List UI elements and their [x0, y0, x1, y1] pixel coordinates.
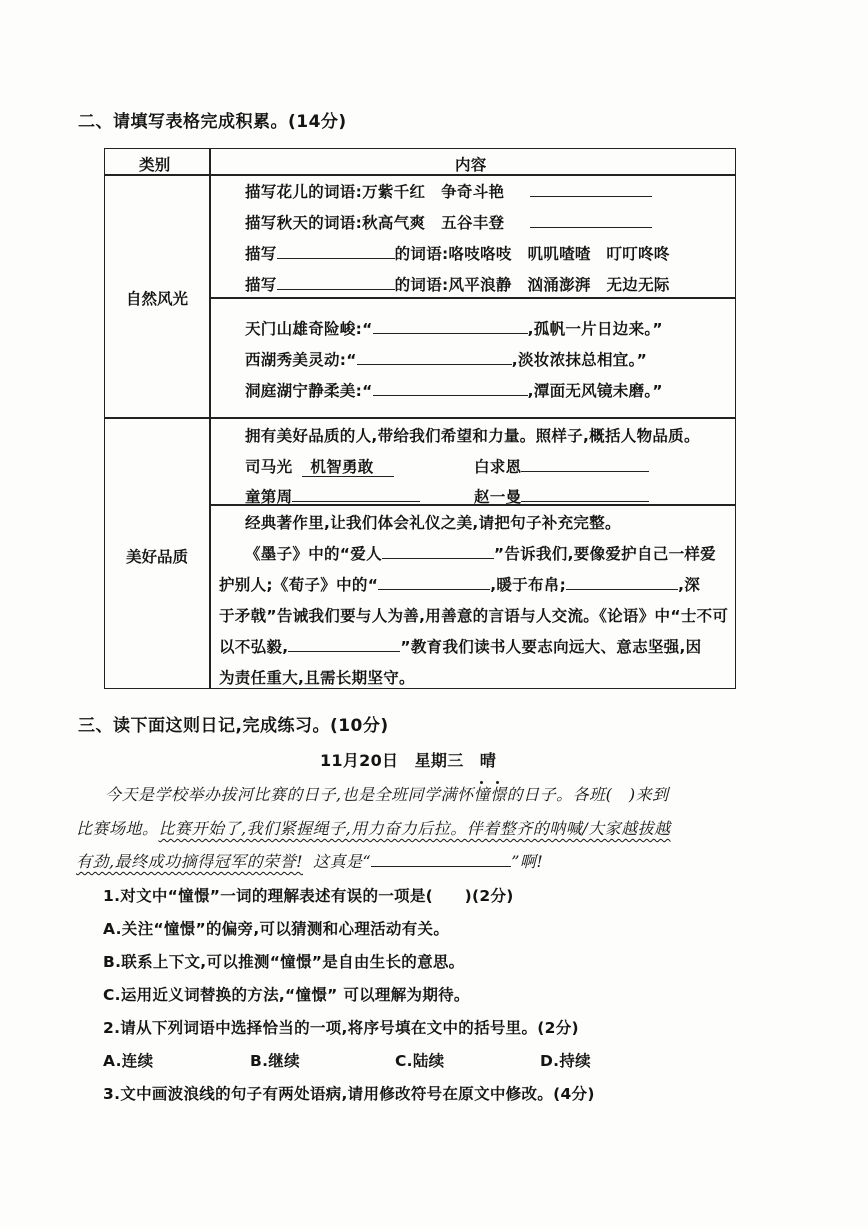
mozi-prefix: 《墨子》中的“爱人 [245, 545, 382, 563]
autumn-words-line [245, 211, 652, 233]
question-2-option-a[interactable]: A.连续 [103, 1052, 154, 1070]
diary-line-1 [105, 782, 669, 805]
classics-intro: 经典著作里,让我们体会礼仪之美,请把句子补充完整。 [245, 514, 621, 532]
flower-words-blank[interactable] [530, 182, 652, 197]
person-4-line [474, 485, 649, 507]
question-2-option-b[interactable]: B.继续 [250, 1052, 300, 1070]
diary-blank[interactable] [371, 852, 511, 867]
poem-1-suffix: ,孤帆一片日边来。” [527, 320, 663, 338]
header-content: 内容 [455, 156, 487, 174]
poem-2-prefix: 西湖秀美灵动:“ [245, 351, 357, 369]
diary-dotted-word [474, 785, 507, 804]
question-2-option-c[interactable]: C.陆续 [395, 1052, 445, 1070]
section-3-heading: 三、读下面这则日记,完成练习。(10分) [78, 716, 389, 736]
person-1-answer: 机智勇敢 [302, 458, 393, 477]
xunzi-suffix: ,深 [678, 576, 701, 594]
poem-3-blank[interactable] [373, 381, 528, 396]
poem-1-prefix: 天门山雄奇险峻:“ [245, 320, 373, 338]
diary-line-3-end: ”啊! [511, 852, 544, 871]
question-1-option-b[interactable]: B.联系上下文,可以推测“憧憬”是自由生长的意思。 [103, 953, 465, 971]
person-3-blank[interactable] [292, 487, 420, 502]
poem-3-line [245, 379, 663, 401]
emphasis-dot-1 [480, 781, 483, 784]
person-1-name: 司马光 [245, 458, 293, 476]
classics-line-3: 于矛戟”告诫我们要与人为善,用善意的言语与人交流。《论语》中“士不可 [219, 607, 729, 625]
sound-words-line [245, 242, 670, 264]
person-3-name: 童第周 [245, 488, 293, 506]
poem-1-blank[interactable] [373, 319, 528, 334]
emphasis-dot-2 [496, 781, 499, 784]
diary-line-2-start: 比赛场地。 [76, 819, 159, 838]
autumn-words-text: 描写秋天的词语:秋高气爽 五谷丰登 [245, 214, 505, 232]
question-1-option-a[interactable]: A.关注“憧憬”的偏旁,可以猜测和心理活动有关。 [103, 920, 450, 938]
diary-line-1-start: 今天是学校举办拔河比赛的日子,也是全班同学满怀 [105, 785, 474, 804]
person-2-name: 白求恩 [474, 458, 522, 476]
sound-words-prefix: 描写 [245, 245, 277, 263]
poem-2-suffix: ,淡妆浓抹总相宜。” [511, 351, 648, 369]
person-2-blank[interactable] [521, 457, 649, 472]
diary-date: 11月20日 星期三 晴 [320, 751, 497, 770]
header-category: 类别 [139, 156, 171, 174]
sea-words-line [245, 273, 670, 295]
diary-line-1-end: 的日子。各班( )来到 [506, 785, 669, 804]
xunzi-middle: ,暖于布帛; [490, 576, 567, 594]
diary-dotted-word-text: 憧憬 [473, 785, 507, 804]
question-3: 3.文中画波浪线的句子有两处语病,请用修改符号在原文中修改。(4分) [103, 1085, 595, 1103]
person-4-blank[interactable] [521, 487, 649, 502]
classics-line-2 [219, 573, 700, 595]
poem-2-blank[interactable] [357, 350, 512, 365]
category-virtue: 美好品质 [125, 548, 188, 566]
poem-2-line [245, 348, 647, 370]
sea-words-prefix: 描写 [245, 276, 277, 294]
diary-line-2 [76, 816, 671, 839]
diary-line-3 [76, 849, 543, 872]
sound-words-blank[interactable] [277, 244, 395, 259]
xunzi-blank-2[interactable] [566, 575, 678, 590]
person-3-line [245, 485, 420, 507]
question-1: 1.对文中“憧憬”一词的理解表述有误的一项是( )(2分) [103, 887, 514, 905]
diary-wavy-sentence-2: 有劲,最终成功摘得冠军的荣誉! [76, 852, 304, 871]
section-2-heading: 二、请填写表格完成积累。(14分) [78, 112, 347, 132]
person-4-name: 赵一曼 [474, 488, 522, 506]
mozi-blank[interactable] [382, 544, 494, 559]
category-nature: 自然风光 [125, 290, 188, 308]
person-1-line [245, 455, 394, 477]
poem-3-prefix: 洞庭湖宁静柔美:“ [245, 382, 373, 400]
lunyu-suffix: ”教育我们读书人要志向远大、意志坚强,因 [400, 638, 702, 656]
question-1-option-c[interactable]: C.运用近义词替换的方法,“憧憬” 可以理解为期待。 [103, 986, 470, 1004]
classics-line-1 [245, 542, 716, 564]
lunyu-blank[interactable] [288, 637, 400, 652]
question-2-option-d[interactable]: D.持续 [540, 1052, 591, 1070]
lunyu-prefix: 以不弘毅, [219, 638, 289, 656]
virtue-intro: 拥有美好品质的人,带给我们希望和力量。照样子,概括人物品质。 [245, 427, 700, 445]
xunzi-blank-1[interactable] [378, 575, 490, 590]
classics-line-4 [219, 635, 701, 657]
diary-wavy-sentence-1: 比赛开始了,我们紧握绳子,用力奋力后拉。伴着整齐的呐喊/大家越拔越 [158, 819, 671, 838]
sea-words-suffix: 的词语:风平浪静 汹涌澎湃 无边无际 [394, 276, 670, 294]
autumn-words-blank[interactable] [530, 213, 652, 228]
flower-words-text: 描写花儿的词语:万紫千红 争奇斗艳 [245, 183, 505, 201]
xunzi-prefix: 护别人;《荀子》中的“ [219, 576, 379, 594]
mozi-suffix: ”告诉我们,要像爱护自己一样爱 [493, 545, 716, 563]
person-2-line [474, 455, 649, 477]
diary-line-3-mid: 这真是“ [313, 852, 372, 871]
poem-3-suffix: ,潭面无风镜未磨。” [527, 382, 663, 400]
sea-words-blank[interactable] [277, 275, 395, 290]
flower-words-line [245, 180, 652, 202]
question-2: 2.请从下列词语中选择恰当的一项,将序号填在文中的括号里。(2分) [103, 1019, 579, 1037]
sound-words-suffix: 的词语:咯吱咯吱 叽叽喳喳 叮叮咚咚 [394, 245, 670, 263]
classics-line-5: 为责任重大,且需长期坚守。 [219, 669, 415, 687]
poem-1-line [245, 317, 663, 339]
